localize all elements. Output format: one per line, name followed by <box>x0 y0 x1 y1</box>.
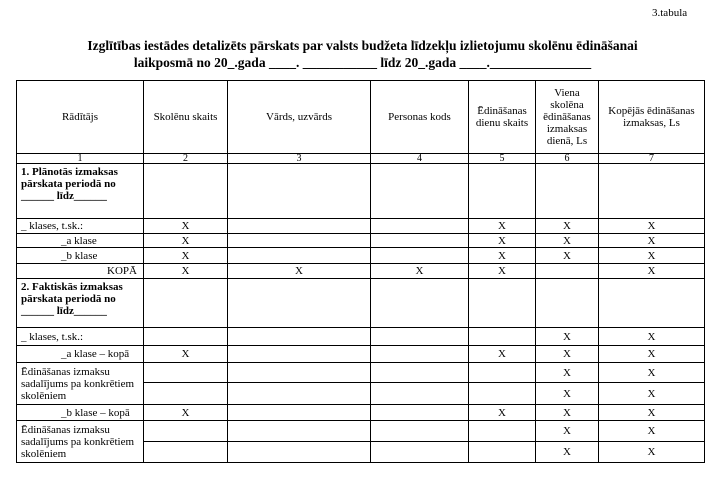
mark-cell: X <box>599 234 705 248</box>
data-cell[interactable] <box>228 328 371 346</box>
report-table <box>16 80 705 463</box>
mark-cell: X <box>536 328 599 346</box>
data-cell[interactable] <box>371 442 469 463</box>
data-cell[interactable] <box>469 383 536 405</box>
mark-cell: X <box>599 328 705 346</box>
mark-cell: X <box>469 219 536 234</box>
column-header: Viena skolēna ēdināšanas izmaksas dienā, Ls <box>536 81 599 154</box>
mark-cell: X <box>469 248 536 264</box>
data-cell[interactable] <box>228 248 371 264</box>
mark-cell: X <box>144 234 228 248</box>
data-cell[interactable] <box>469 164 536 219</box>
mark-cell: X <box>536 346 599 363</box>
data-cell[interactable] <box>371 421 469 442</box>
section-header-row <box>17 164 705 219</box>
column-header: Vārds, uzvārds <box>228 81 371 154</box>
data-cell[interactable] <box>228 346 371 363</box>
data-cell[interactable] <box>469 442 536 463</box>
data-cell[interactable] <box>228 234 371 248</box>
table-number-label: 3.tabula <box>652 7 688 19</box>
data-cell[interactable] <box>469 279 536 328</box>
mark-cell: X <box>599 219 705 234</box>
table-row <box>17 264 705 279</box>
data-cell[interactable] <box>228 219 371 234</box>
column-header: Skolēnu skaits <box>144 81 228 154</box>
data-cell[interactable] <box>371 346 469 363</box>
section-header-row <box>17 279 705 328</box>
row-label: _a klase <box>17 234 144 248</box>
mark-cell: X <box>144 248 228 264</box>
mark-cell: X <box>144 264 228 279</box>
data-cell[interactable] <box>371 234 469 248</box>
mark-cell: X <box>599 363 705 383</box>
data-cell[interactable] <box>228 279 371 328</box>
column-number: 2 <box>144 154 228 164</box>
column-header: Kopējās ēdināšanas izmaksas, Ls <box>599 81 705 154</box>
data-cell[interactable] <box>371 328 469 346</box>
mark-cell: X <box>536 234 599 248</box>
mark-cell: X <box>536 405 599 421</box>
data-cell[interactable] <box>371 219 469 234</box>
data-cell[interactable] <box>228 383 371 405</box>
row-label: _b klase – kopā <box>17 405 144 421</box>
data-cell[interactable] <box>469 421 536 442</box>
data-cell[interactable] <box>469 328 536 346</box>
mark-cell: X <box>599 442 705 463</box>
data-cell[interactable] <box>144 164 228 219</box>
data-cell[interactable] <box>144 279 228 328</box>
table-row <box>17 248 705 264</box>
header-row <box>17 81 705 154</box>
data-cell[interactable] <box>371 164 469 219</box>
data-cell[interactable] <box>371 248 469 264</box>
row-label: Ēdināšanas izmaksu sadalījums pa konkrētiem skolēniem <box>17 363 144 405</box>
column-number: 3 <box>228 154 371 164</box>
data-cell[interactable] <box>228 164 371 219</box>
data-cell[interactable] <box>228 363 371 383</box>
row-label: _a klase – kopā <box>17 346 144 363</box>
mark-cell: X <box>536 248 599 264</box>
mark-cell: X <box>469 405 536 421</box>
data-cell[interactable] <box>599 279 705 328</box>
title-line-2: laikposmā no 20_.gada ____. ___________ līdz 20_.gada ____._______________ <box>133 55 592 70</box>
mark-cell: X <box>536 219 599 234</box>
mark-cell: X <box>599 264 705 279</box>
mark-cell: X <box>144 346 228 363</box>
mark-cell: X <box>599 248 705 264</box>
data-cell[interactable] <box>228 442 371 463</box>
mark-cell: X <box>599 383 705 405</box>
table-row <box>17 421 705 442</box>
column-header: Ēdināšanas dienu skaits <box>469 81 536 154</box>
mark-cell: X <box>599 405 705 421</box>
table-row <box>17 219 705 234</box>
mark-cell: X <box>536 383 599 405</box>
row-label: _ klases, t.sk.: <box>17 328 144 346</box>
mark-cell: X <box>371 264 469 279</box>
mark-cell: X <box>469 234 536 248</box>
column-number-row <box>17 154 705 164</box>
table-row <box>17 346 705 363</box>
row-label: _b klase <box>17 248 144 264</box>
column-header: Rādītājs <box>17 81 144 154</box>
data-cell[interactable] <box>371 363 469 383</box>
data-cell[interactable] <box>371 405 469 421</box>
data-cell[interactable] <box>371 279 469 328</box>
table-row <box>17 363 705 383</box>
column-number: 7 <box>599 154 705 164</box>
data-cell[interactable] <box>144 421 228 442</box>
column-number: 5 <box>469 154 536 164</box>
data-cell[interactable] <box>371 383 469 405</box>
column-number: 1 <box>17 154 144 164</box>
table-row <box>17 405 705 421</box>
mark-cell: X <box>469 346 536 363</box>
data-cell[interactable] <box>469 363 536 383</box>
data-cell[interactable] <box>144 442 228 463</box>
section-label: 1. Plānotās izmaksas pārskata periodā no ______ līdz______ <box>17 164 144 219</box>
data-cell[interactable] <box>536 264 599 279</box>
data-cell[interactable] <box>144 383 228 405</box>
table-row <box>17 234 705 248</box>
mark-cell: X <box>536 442 599 463</box>
row-label: Ēdināšanas izmaksu sadalījums pa konkrētiem skolēniem <box>17 421 144 463</box>
data-cell[interactable] <box>536 279 599 328</box>
mark-cell: X <box>469 264 536 279</box>
mark-cell: X <box>536 421 599 442</box>
document-title <box>0 37 725 71</box>
mark-cell: X <box>228 264 371 279</box>
column-number: 4 <box>371 154 469 164</box>
title-line-1: Izglītības iestādes detalizēts pārskats par valsts budžeta līdzekļu izlietojumu skolēnu ēdināšanai <box>87 38 638 53</box>
table-row <box>17 328 705 346</box>
data-cell[interactable] <box>228 405 371 421</box>
mark-cell: X <box>536 363 599 383</box>
column-header: Personas kods <box>371 81 469 154</box>
data-cell[interactable] <box>144 328 228 346</box>
row-label: _ klases, t.sk.: <box>17 219 144 234</box>
data-cell[interactable] <box>536 164 599 219</box>
column-number: 6 <box>536 154 599 164</box>
row-label: KOPĀ <box>17 264 144 279</box>
mark-cell: X <box>144 219 228 234</box>
data-cell[interactable] <box>599 164 705 219</box>
mark-cell: X <box>599 421 705 442</box>
data-cell[interactable] <box>144 363 228 383</box>
mark-cell: X <box>144 405 228 421</box>
section-label: 2. Faktiskās izmaksas pārskata periodā no ______ līdz______ <box>17 279 144 328</box>
data-cell[interactable] <box>228 421 371 442</box>
mark-cell: X <box>599 346 705 363</box>
